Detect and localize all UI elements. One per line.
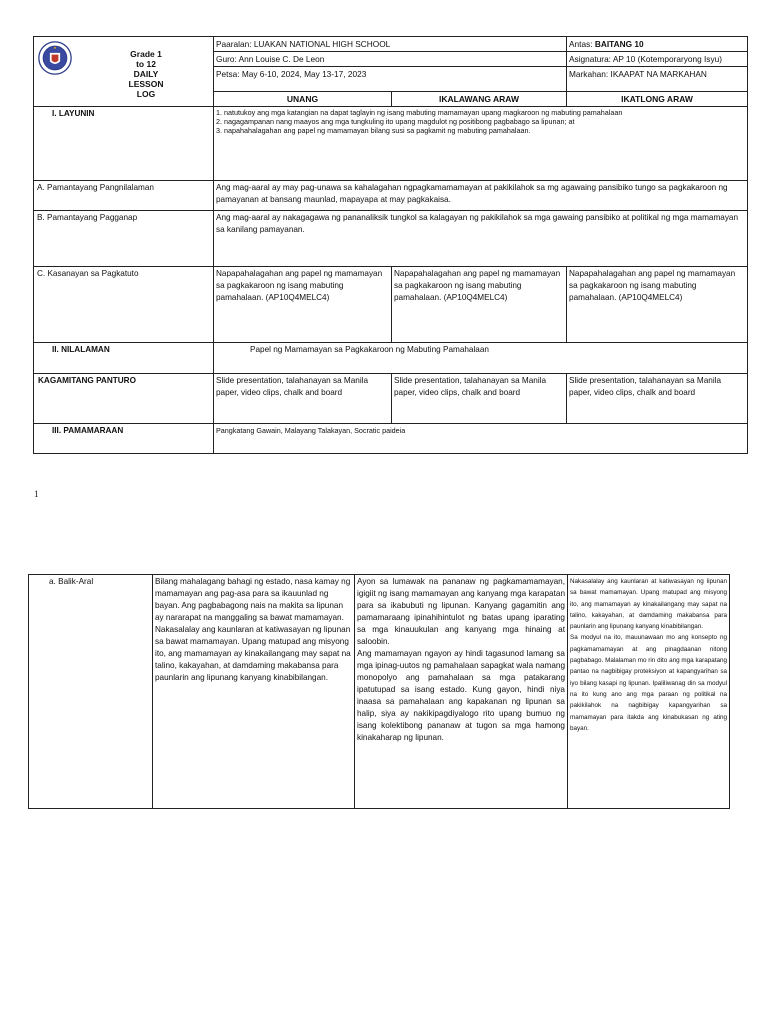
- performance-standard-label: B. Pamantayang Pagganap: [34, 211, 214, 267]
- review-paragraph: Nakasalalay ang kaunlaran at katiwasayan ng lipunan sa bawat mamamayan. Upang matupad ang misyong ito, ang mamamayan ay kinakailangang may sapat na talino, kakayahan, at damdaming makabansa para paunlarin ang lipunang kanyang kinabibilangan.: [570, 578, 727, 631]
- date-field: Petsa: May 6-10, 2024, May 13-17, 2023: [214, 67, 567, 92]
- review-text-col3: [568, 575, 730, 809]
- deped-seal-icon: [38, 41, 72, 75]
- procedure-label: III. PAMAMARAAN: [34, 424, 214, 454]
- learning-competency-label: C. Kasanayan sa Pagkatuto: [34, 267, 214, 343]
- header-logo-cell: [34, 37, 214, 107]
- content-text: Papel ng Mamamayan sa Pagkakaroon ng Mabuting Pamahalaan: [214, 343, 748, 374]
- objective-item: 3. napahahalagahan ang papel ng mamamayan bilang susi sa pagkamit ng mabuting pamahalaan.: [216, 126, 531, 135]
- objectives-list: [214, 107, 748, 181]
- objective-item: 2. nagagampanan nang maayos ang mga tungkuling ito upang magdulot ng positibong pagbabago sa lipunan; at: [216, 117, 575, 126]
- review-paragraph: Sa modyul na ito, mauunawaan mo ang konsepto ng pagkamamamayan at ang pinagdaanan nitong pagbabago. Malalaman mo rin dito ang mga karapatang pantao na nagbibigay proteksiyon at kapangyarihan sa iyo bilang kasapi ng lipunan. Ipaliliwanag din sa modyul na ito kung ano ang mga paraan ng politikal na pakikilahok na nagbibigay kapangyarihan sa mamamayan para itakda ang kinabukasan ng ating bayan.: [570, 634, 727, 732]
- review-paragraph: Ang mamamayan ngayon ay hindi tagasunod lamang sa mga ipinag-uutos ng pamahalaan sapagkat wala namang monopolyo ang pamahalaan sa mga patakarang ipatutupad sa isang estado. Kung gayon, hindi niya inaasa sa pamahalaan ang kapakanan ng lipunan sa halip, siya ay nakikipagdiyalogo rito upang bumuo ng isang kolektibong pananaw at tugon sa mga hamong kinakaharap ng lipunan.: [357, 649, 566, 742]
- procedure-text: Pangkatang Gawain, Malayang Talakayan, Socratic paideia: [214, 424, 748, 454]
- grade-title: Grade 1 to 12 DAILY LESSON LOG: [128, 49, 164, 99]
- materials-day3: Slide presentation, talahanayan sa Manila paper, video clips, chalk and board: [567, 374, 748, 424]
- materials-label: KAGAMITANG PANTURO: [34, 374, 214, 424]
- objective-item: 1. natutukoy ang mga katangian na dapat taglayin ng isang mabuting mamamayan upang magkaroon ng mabuting pamahalaan: [216, 108, 623, 117]
- content-standard-label: A. Pamantayang Pangnilalaman: [34, 181, 214, 211]
- teacher-field: Guro: Ann Louise C. De Leon: [214, 52, 567, 67]
- learning-competency-day3: Napapahalagahan ang papel ng mamamayan sa pagkakaroon ng isang mabuting pamahalaan. (AP10Q4MELC4): [567, 267, 748, 343]
- review-table: [28, 574, 730, 809]
- content-label: II. NILALAMAN: [34, 343, 214, 374]
- objectives-label: I. LAYUNIN: [34, 107, 214, 181]
- column-header-day3: IKATLONG ARAW: [567, 92, 748, 107]
- review-label: a. Balik-Aral: [29, 575, 153, 809]
- quarter-field: Markahan: IKAAPAT NA MARKAHAN: [567, 67, 748, 92]
- subject-field: Asignatura: AP 10 (Kotemporaryong Isyu): [567, 52, 748, 67]
- school-field: Paaralan: LUAKAN NATIONAL HIGH SCHOOL: [214, 37, 567, 52]
- review-paragraph: Ayon sa lumawak na pananaw ng pagkamamamayan, igigiit ng isang mamamayan ang kanyang mga karapatan para sa ikabubuti ng lipunan. Kanyang gagamitin ang pamamaraang ipinahihintulot ng batas upang iparating sa mga kinauukulan ang kanyang mga hinaing at saloobin.: [357, 577, 565, 646]
- column-header-day2: IKALAWANG ARAW: [392, 92, 567, 107]
- materials-day2: Slide presentation, talahanayan sa Manila paper, video clips, chalk and board: [392, 374, 567, 424]
- column-header-day1: UNANG: [214, 92, 392, 107]
- review-text-col1: Bilang mahalagang bahagi ng estado, nasa kamay ng mamamayan ang pag-asa para sa ikauunlad ng bayan. Ang pagbabagong nais na makita sa lipunan ay nararapat na manggaling sa bawat mamamayan. Nakasalalay ang kaunlaran at katiwasayan ng lipunan sa bawat mamamayan. Upang matupad ang misyong ito, ang mamamayan ay kinakailangang may sapat na talino, kakayahan, at damdaming makabansa para paunlarin ang lipunang kanyang kinabibilangan.: [153, 575, 355, 809]
- materials-day1: Slide presentation, talahanayan sa Manila paper, video clips, chalk and board: [214, 374, 392, 424]
- learning-competency-day1: Napapahalagahan ang papel ng mamamayan sa pagkakaroon ng isang mabuting pamahalaan. (AP10Q4MELC4): [214, 267, 392, 343]
- performance-standard-text: Ang mag-aaral ay nakagagawa ng pananaliksik tungkol sa kalagayan ng pakikilahok sa mga gawaing pansibiko at politikal ng mga mamamayan sa kanilang pamayanan.: [214, 211, 748, 267]
- page-number: 1: [34, 489, 39, 499]
- lesson-log-table: [33, 36, 748, 454]
- content-standard-text: Ang mag-aaral ay may pag-unawa sa kahalagahan ngpagkamamamayan at pakikilahok sa mg agawaing pansibiko tungo sa pagkakaroon ng pamayanan at bansang maunlad, mapayapa at may pagkakaisa.: [214, 181, 748, 211]
- review-text-col2: [355, 575, 568, 809]
- learning-competency-day2: Napapahalagahan ang papel ng mamamayan sa pagkakaroon ng isang mabuting pamahalaan. (AP10Q4MELC4): [392, 267, 567, 343]
- grade-level-field: Antas: BAITANG 10: [567, 37, 748, 52]
